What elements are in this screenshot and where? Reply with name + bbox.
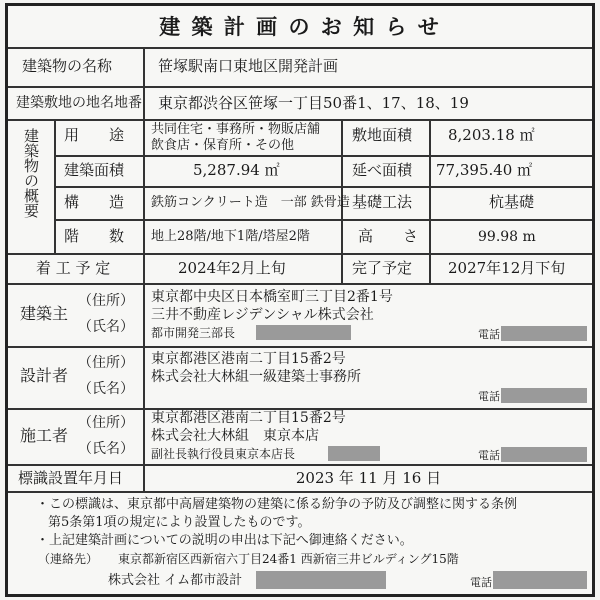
start-label: 着 工 予 定 bbox=[36, 259, 111, 277]
height-label: 高 さ bbox=[358, 227, 419, 245]
total-floor-area-label: 延べ面積 bbox=[352, 161, 413, 179]
contractor-name-label: （氏名） bbox=[78, 441, 134, 457]
contact-phone-label: 電話 bbox=[470, 576, 492, 589]
designer-address-label: （住所） bbox=[78, 355, 134, 371]
owner-phone-label: 電話 bbox=[478, 328, 500, 341]
building-area-label: 建築面積 bbox=[64, 161, 125, 179]
site-address-label: 建築敷地の地名地番 bbox=[16, 95, 142, 111]
owner-address: 東京都中央区日本橋室町三丁目2番1号 bbox=[151, 289, 393, 305]
contractor-address-label: （住所） bbox=[78, 415, 134, 431]
floors-value: 地上28階/地下1階/塔屋2階 bbox=[151, 229, 310, 244]
foundation-value: 杭基礎 bbox=[488, 193, 534, 211]
building-notice-sign bbox=[5, 3, 595, 597]
foundation-label: 基礎工法 bbox=[352, 193, 413, 211]
structure-label: 構 造 bbox=[64, 193, 125, 211]
contact-company: 株式会社 イム都市設計 bbox=[108, 573, 243, 588]
contractor-role: 施工者 bbox=[20, 426, 69, 445]
contractor-phone-label: 電話 bbox=[478, 449, 500, 462]
contact-phone-redaction bbox=[493, 571, 587, 589]
posting-date-value: 2023 年 11 月 16 日 bbox=[295, 469, 442, 487]
use-label: 用 途 bbox=[64, 126, 125, 144]
overview-section-label: 建築物の概要 bbox=[22, 128, 40, 218]
note-line-1: ・この標識は、東京都中高層建築物の建築に係る紛争の予防及び調整に関する条例 bbox=[36, 497, 518, 512]
site-area-value: 8,203.18 ㎡ bbox=[448, 126, 535, 144]
owner-role: 建築主 bbox=[20, 304, 69, 323]
owner-person-redaction bbox=[256, 325, 351, 340]
contractor-person-redaction bbox=[328, 446, 380, 461]
complete-label: 完了予定 bbox=[352, 259, 413, 277]
designer-phone-redaction bbox=[501, 388, 587, 403]
designer-role: 設計者 bbox=[20, 366, 69, 385]
owner-phone-redaction bbox=[501, 326, 587, 341]
contractor-phone-redaction bbox=[501, 447, 587, 462]
complete-value: 2027年12月下旬 bbox=[448, 259, 566, 277]
use-line2: 飲食店・保育所・その他 bbox=[151, 138, 295, 153]
site-area-label: 敷地面積 bbox=[352, 126, 413, 144]
height-value: 99.98 m bbox=[478, 229, 536, 245]
note-line-3: ・上記建築計画についての説明の申出は下記へ御連絡ください。 bbox=[36, 533, 413, 548]
contact-person-redaction bbox=[256, 571, 386, 589]
building-name-label: 建築物の名称 bbox=[22, 57, 113, 75]
contact-label: （連絡先） bbox=[38, 552, 99, 566]
contractor-address: 東京都港区港南二丁目15番2号 bbox=[151, 410, 346, 426]
owner-name-label: （氏名） bbox=[78, 319, 134, 335]
structure-value: 鉄筋コンクリート造 一部 鉄骨造 bbox=[151, 195, 350, 210]
owner-person: 都市開発三部長 bbox=[151, 326, 236, 340]
designer-phone-label: 電話 bbox=[478, 390, 500, 403]
note-line-2: 第5条第1項の規定により設置したものです。 bbox=[48, 515, 311, 530]
contractor-person: 副社長執行役員東京本店長 bbox=[151, 447, 296, 461]
site-address-value: 東京都渋谷区笹塚一丁目50番1、17、18、19 bbox=[158, 94, 469, 112]
owner-address-label: （住所） bbox=[78, 293, 134, 309]
posting-date-label: 標識設置年月日 bbox=[18, 469, 124, 487]
owner-name: 三井不動産レジデンシャル株式会社 bbox=[151, 307, 374, 323]
designer-name: 株式会社大林組一級建築士事務所 bbox=[151, 369, 361, 385]
designer-name-label: （氏名） bbox=[78, 381, 134, 397]
building-area-value: 5,287.94 ㎡ bbox=[193, 161, 280, 179]
notice-title: 建 築 計 画 の お 知 ら せ bbox=[159, 14, 441, 39]
contact-address: 東京都新宿区西新宿六丁目24番1 西新宿三井ビルディング15階 bbox=[118, 552, 459, 566]
designer-address: 東京都港区港南二丁目15番2号 bbox=[151, 351, 346, 367]
total-floor-area-value: 77,395.40 ㎡ bbox=[436, 161, 533, 179]
building-name-value: 笹塚駅南口東地区開発計画 bbox=[158, 57, 339, 75]
floors-label: 階 数 bbox=[64, 227, 125, 245]
use-line1: 共同住宅・事務所・物販店舗 bbox=[151, 122, 321, 137]
start-value: 2024年2月上旬 bbox=[178, 259, 286, 277]
contractor-name: 株式会社大林組 東京本店 bbox=[151, 428, 319, 444]
